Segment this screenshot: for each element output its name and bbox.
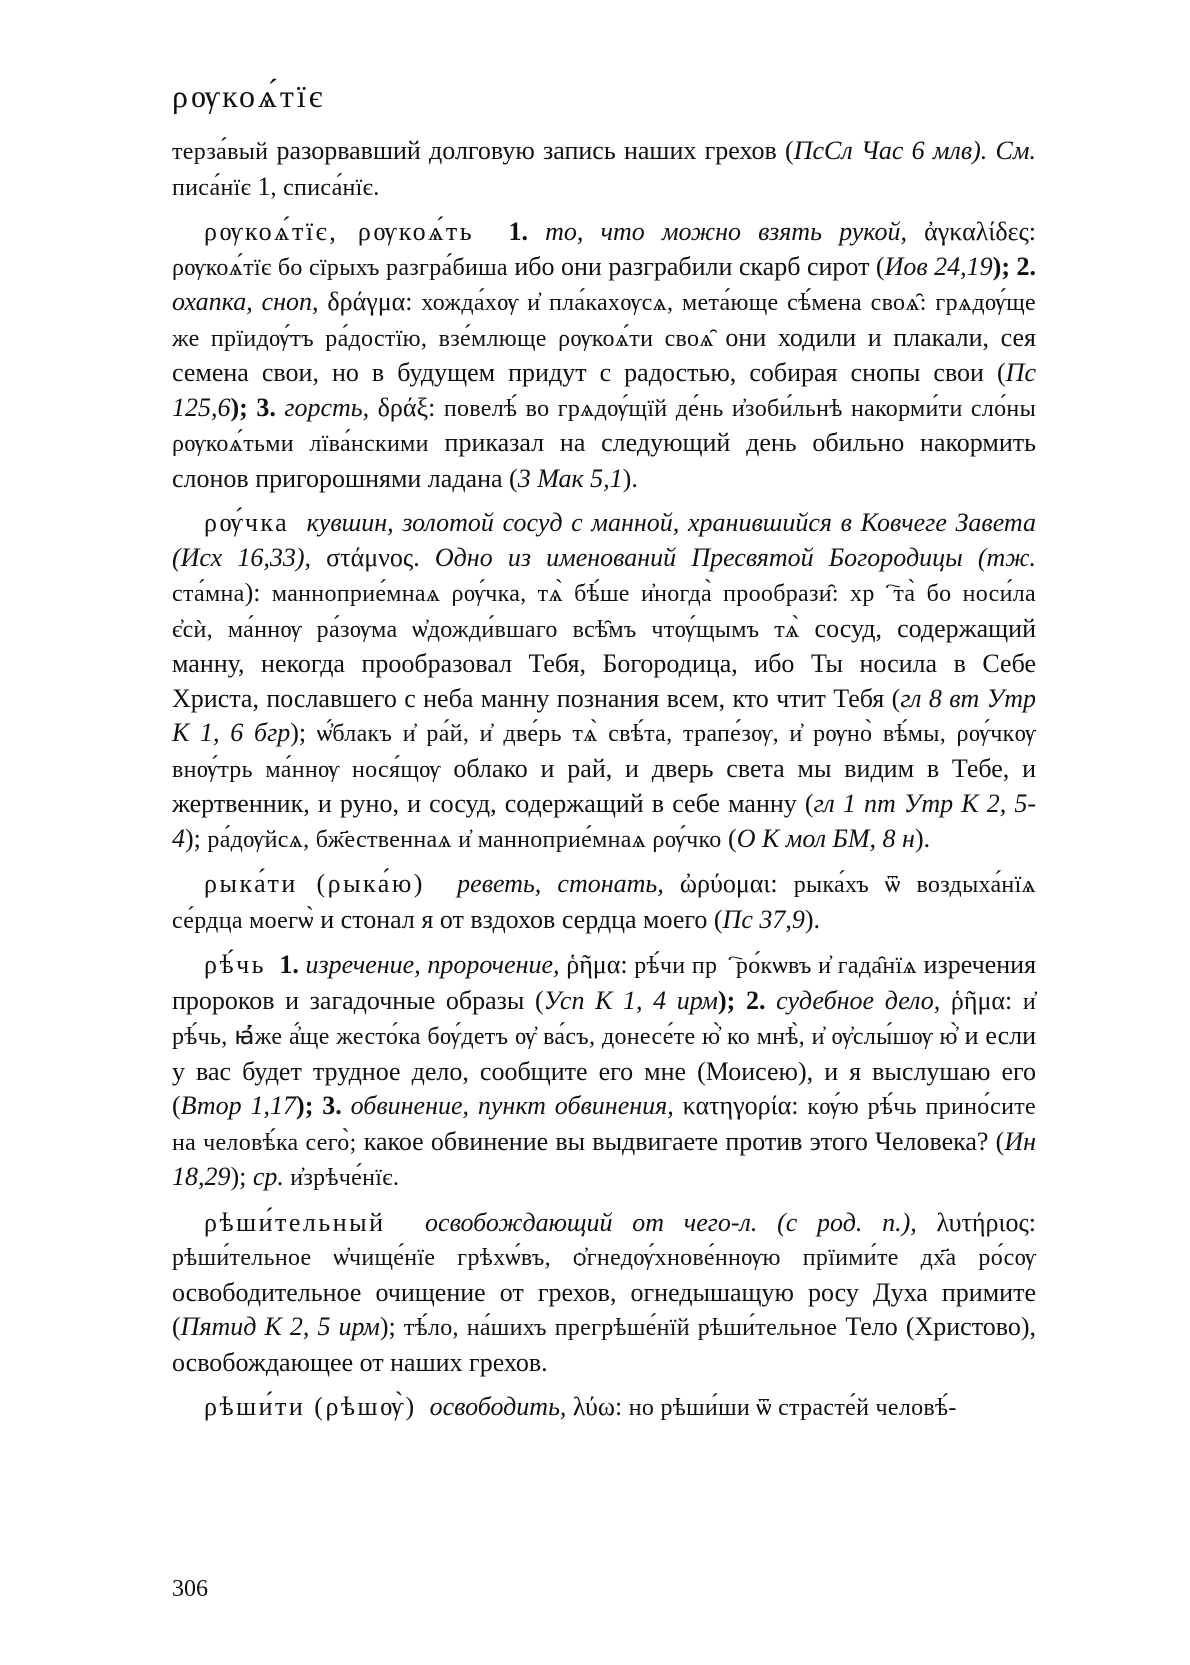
- cs-quote: ρѹкоѧ́тїє бо сїрыхъ разгра́биша: [172, 254, 508, 281]
- greek-equivalent: ὠρύομαι:: [679, 869, 778, 898]
- headword: ρѹ́чка: [204, 508, 290, 537]
- source-ref: Иов 24,19: [884, 251, 993, 281]
- definition: освободить,: [429, 1392, 567, 1421]
- sense-number: ); 2.: [992, 251, 1036, 281]
- headword: ρѣ́чь: [204, 950, 267, 979]
- cs-quote: тѣ́ло, на́шихъ прегрѣше́нїй рѣши́тельное: [403, 1315, 838, 1341]
- greek-equivalent: λυτήριος:: [936, 1207, 1037, 1237]
- punctuation: );: [230, 1162, 253, 1191]
- sense-number: ); 3.: [296, 1091, 342, 1120]
- text-column: [172, 134, 1036, 1436]
- greek-equivalent: ῥῆμα:: [950, 985, 1013, 1015]
- source-ref: Пятид К 2, 5 ирм: [180, 1312, 380, 1341]
- continuation-paragraph: [172, 134, 1036, 205]
- cs-quote: но рѣши́ши ѿ страсте́й человѣ́-: [628, 1395, 957, 1421]
- punctuation: );: [185, 823, 208, 853]
- source-ref: гл 8 вт Утр К 1, 6 бгр: [172, 683, 1036, 747]
- sense-number: 1: [257, 171, 271, 201]
- greek-equivalent: στάμνος.: [326, 542, 420, 572]
- cross-ref: писа́нїє: [172, 174, 258, 201]
- greek-equivalent: κατηγορία:: [682, 1091, 799, 1120]
- sense-number: ); 3.: [230, 392, 276, 422]
- cs-quote: ѡ҆́блакъ и҆ ра́й, и҆ две́рь тѧ̀ свѣ́та, трапе́зѹ, и҆ рѹно̀ вѣ́мы, ρѹ́чкѹ внѹ́трь ма́ннѹ нося́щѹ: [172, 721, 1036, 783]
- source-ref: Усп К 1, 4 ирм: [543, 985, 719, 1015]
- dictionary-entry: [172, 948, 1036, 1196]
- definition: Одно из именований Пресвятой Богородицы (тж.: [419, 542, 1036, 572]
- running-head: ρѹкоѧ́тїє: [172, 78, 326, 114]
- translation: изречения пророков и загадочные образы (: [172, 950, 1037, 1015]
- definition: то, что можно взять рукой,: [545, 217, 907, 246]
- cs-quote: рѣши́тельное ѡ҆чище́нїе грѣхѡ́въ, ѻ҆гнедѹ́хнове́ннѹю прїими́те дх҃а ро́сѹ: [172, 1245, 1036, 1271]
- cs-quote: рыка́хъ ѿ воздыха́нїѧ се́рдца моегѡ̀: [172, 872, 1036, 934]
- translation: и если у вас будет трудное дело, сообщите его мне (Моисею), и я выслушаю его (: [172, 1021, 1036, 1120]
- cs-quote: ста́мна: [172, 581, 245, 607]
- dictionary-entry: [172, 867, 1036, 938]
- punctuation: ).: [914, 823, 931, 853]
- punctuation: ).: [804, 904, 821, 934]
- translation: Тело (Христово), освобождающее от наших грехов.: [172, 1312, 1036, 1377]
- definition: горсть,: [284, 392, 370, 422]
- dictionary-entry: [172, 506, 1036, 857]
- page-number: 306: [172, 1576, 208, 1602]
- translation: и стонал я от вздохов сердца моего (: [313, 904, 723, 934]
- sense-number: ); 2.: [718, 985, 766, 1015]
- cs-quote: кѹ́ю рѣ́чь прино́сите на человѣ́ка сего̀;: [172, 1094, 1037, 1156]
- cs-quote: и҆ рѣ́чь, ꙗ҆́же а҆́ще жесто́ка бѹ́детъ ѹ҆ ва́съ, донесе́те ю҆̀ ко мнѣ̀, и҆ ѹ҆слы́шѹ ю҆̀: [172, 988, 1037, 1050]
- definition: реветь, стонать,: [457, 869, 664, 898]
- punctuation: );: [290, 718, 317, 747]
- greek-equivalent: ἀγκαλίδες:: [924, 217, 1037, 246]
- translation: разорвавший долговую запись наших грехов (: [268, 136, 794, 165]
- cs-quote: терза́вый: [172, 139, 269, 165]
- headword: ρѣши́тельный: [204, 1207, 386, 1237]
- translation: облако и рай, и дверь света мы видим в Тебе, и жертвенник, и руно, и сосуд, содержащий в себе манну (: [172, 753, 1036, 818]
- dictionary-entry: [172, 215, 1036, 496]
- translation: приказал на следующий день обильно накормить слонов пригорошнями ладана (: [172, 428, 1037, 493]
- sense-number: 1.: [508, 217, 528, 246]
- sense-number: 1.: [279, 950, 299, 979]
- translation: сосуд, содержащий манну, некогда прообразовал Тебя, Богородица, ибо Ты носила в Себе Христа, пославшего с неба манну познания всем, кто чтит Тебя (: [172, 613, 1036, 713]
- source-ref: Втор 1,17: [180, 1091, 297, 1120]
- cs-quote: ра́дѹйсѧ, бж҃ественнаѧ и҆ манноприе́мнаѧ ρѹ́чко: [207, 826, 722, 853]
- definition: освобождающий от чего-л. (с род. п.),: [425, 1207, 917, 1237]
- source-ref: 3 Мак 5,1: [517, 463, 623, 493]
- headword: ρыка́ти (ρыка́ю): [204, 869, 425, 898]
- greek-equivalent: δράξ:: [377, 392, 436, 422]
- cs-quote: рѣ́чи прⷪ҇ро́кѡвъ и҆ гада̑нїѧ: [634, 953, 917, 979]
- definition: обвинение, пункт обвинения,: [350, 1091, 674, 1120]
- cs-quote: манноприе́мнаѧ ρѹ́чка, тѧ̀ бѣ́ше и҆ногда̀ прообрази̑: хрⷭ҇та̀ бо носи́ла є҆сѝ, ма́ннѹ ра́зѹма ѡ҆дожди́вшаго всѣ̑мъ чтѹ́щымъ тѧ̀: [172, 581, 1036, 643]
- source-ref: О К мол БМ, 8 н: [736, 823, 915, 853]
- translation: (: [721, 823, 737, 853]
- dictionary-entry: [172, 1206, 1036, 1381]
- cross-ref: и҆зрѣче́нїє.: [283, 1165, 400, 1191]
- cs-quote: повелѣ́ во грѧдѹ́щїй де́нь и҆зоби́льнѣ накорми́ти сло́ны ρѹкоѧ́тьми лїва́нскими: [172, 395, 1037, 457]
- definition: охапка, сноп,: [172, 287, 319, 316]
- punctuation: );: [379, 1312, 404, 1341]
- translation: какое обвинение вы выдвигаете против этого Человека? (: [356, 1126, 1005, 1156]
- source-ref: Ин 18,29: [172, 1126, 1037, 1191]
- translation: ибо они разграбили скарб сирот (: [514, 251, 885, 281]
- source-ref: гл 1 пт Утр К 2, 5-4: [172, 789, 1036, 853]
- cross-ref-label: ср.: [252, 1162, 284, 1191]
- source-ref: Пс 125,6: [172, 358, 1036, 422]
- cross-ref: , списа́нїє.: [270, 174, 380, 201]
- cs-quote: хожда́хѹ и҆ пла́кахѹсѧ, мета́юще сѣ́мена своѧ̑: грѧдѹ́ще же прїидѹ́тъ ра́достїю, взе́млюще ρѹкоѧ́ти своѧ̑: [172, 290, 1036, 352]
- dictionary-entry: [172, 1390, 1036, 1426]
- greek-equivalent: ῥῆμα:: [566, 950, 628, 979]
- translation: они ходили и плакали, сея семена свои, но в будущем придут с радостью, собирая снопы свои (: [172, 322, 1037, 387]
- greek-equivalent: δράγμα:: [327, 287, 413, 316]
- greek-equivalent: λύω:: [572, 1392, 623, 1421]
- definition: кувшин, золотой сосуд с манной, хранившийся в Ковчеге Завета: [306, 508, 1037, 537]
- translation: освободительное очищение от грехов, огнедышащую росу Духа примите (: [172, 1277, 1036, 1341]
- definition: изречение, пророчение,: [305, 950, 560, 979]
- punctuation: ):: [244, 578, 272, 607]
- punctuation: ).: [622, 463, 638, 493]
- headword: ρѹкоѧ́тїє, ρѹкоѧ́ть: [204, 217, 475, 246]
- definition: судебное дело,: [776, 985, 941, 1015]
- source-ref: (Исх 16,33),: [172, 542, 327, 572]
- source-ref: Пс 37,9: [722, 904, 805, 934]
- source-ref: ПсСл Час 6 млв). См.: [793, 136, 1036, 165]
- headword: ρѣши́ти (ρѣшѹ̀): [204, 1392, 417, 1421]
